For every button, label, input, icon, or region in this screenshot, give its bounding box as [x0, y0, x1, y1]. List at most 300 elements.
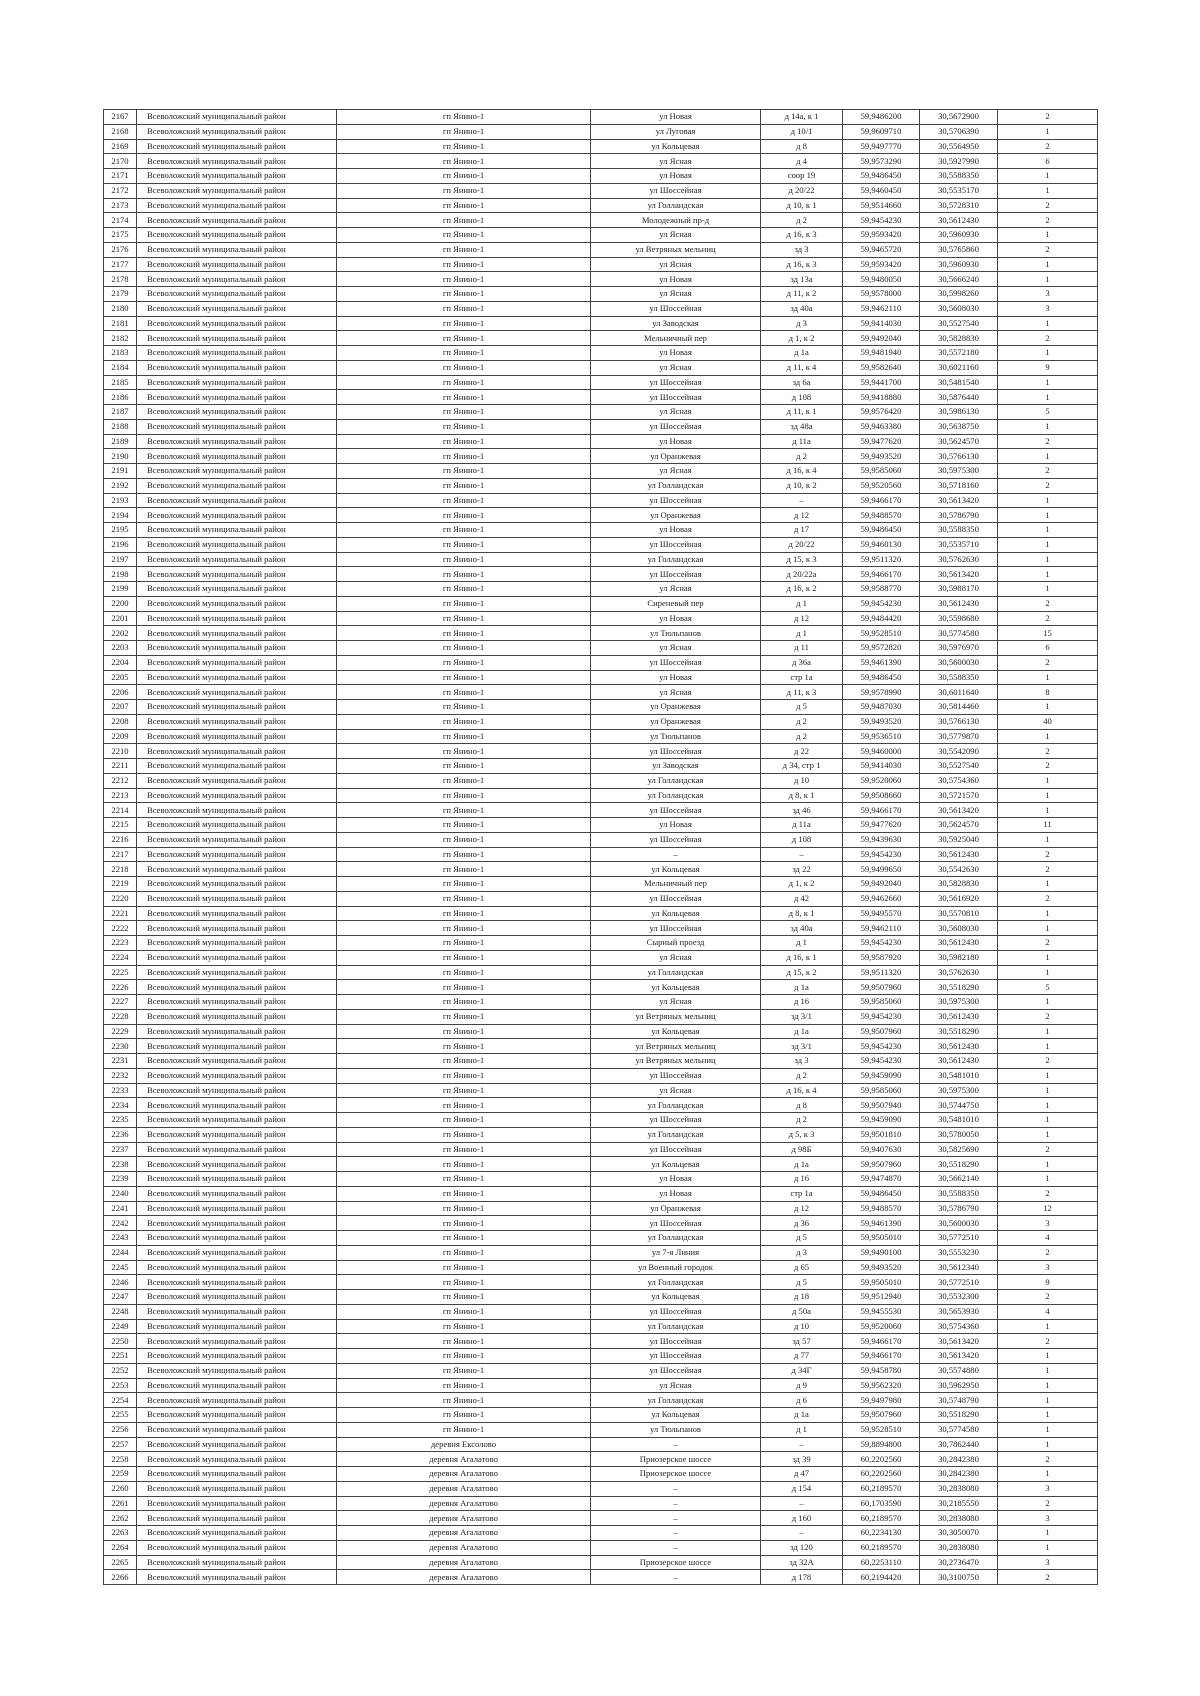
settlement-cell: гп Янино-1 — [337, 995, 591, 1010]
row-number-cell: 2190 — [104, 449, 137, 464]
house-cell: д 3 — [761, 1245, 843, 1260]
latitude-cell: 59,9486200 — [843, 110, 920, 125]
row-number-cell: 2246 — [104, 1275, 137, 1290]
street-cell: ул Шоссейная — [591, 1349, 761, 1364]
longitude-cell: 30,5982180 — [920, 950, 998, 965]
district-cell: Всеволожский муниципальный район — [137, 641, 337, 656]
settlement-cell: деревня Агалатово — [337, 1555, 591, 1570]
count-cell: 1 — [998, 1393, 1098, 1408]
row-number-cell: 2172 — [104, 183, 137, 198]
count-cell: 2 — [998, 1142, 1098, 1157]
longitude-cell: 30,5612430 — [920, 596, 998, 611]
street-cell: ул Кольцевая — [591, 1157, 761, 1172]
row-number-cell: 2204 — [104, 655, 137, 670]
count-cell: 1 — [998, 995, 1098, 1010]
house-cell: д 10 — [761, 773, 843, 788]
street-cell: – — [591, 1496, 761, 1511]
count-cell: 2 — [998, 434, 1098, 449]
table-row — [104, 803, 1098, 818]
row-number-cell: 2216 — [104, 832, 137, 847]
district-cell: Всеволожский муниципальный район — [137, 537, 337, 552]
street-cell: ул Тюльпанов — [591, 1422, 761, 1437]
count-cell: 2 — [998, 1496, 1098, 1511]
row-number-cell: 2251 — [104, 1349, 137, 1364]
settlement-cell: гп Янино-1 — [337, 1201, 591, 1216]
count-cell: 1 — [998, 1172, 1098, 1187]
district-cell: Всеволожский муниципальный район — [137, 1275, 337, 1290]
street-cell: ул Голландская — [591, 1127, 761, 1142]
district-cell: Всеволожский муниципальный район — [137, 1467, 337, 1482]
longitude-cell: 30,7862440 — [920, 1437, 998, 1452]
count-cell: 5 — [998, 980, 1098, 995]
row-number-cell: 2230 — [104, 1039, 137, 1054]
latitude-cell: 59,9466170 — [843, 567, 920, 582]
settlement-cell: гп Янино-1 — [337, 818, 591, 833]
count-cell: 3 — [998, 301, 1098, 316]
count-cell: 3 — [998, 1511, 1098, 1526]
latitude-cell: 59,9562320 — [843, 1378, 920, 1393]
street-cell: ул Ясная — [591, 464, 761, 479]
row-number-cell: 2261 — [104, 1496, 137, 1511]
table-row — [104, 1231, 1098, 1246]
longitude-cell: 30,5616920 — [920, 891, 998, 906]
longitude-cell: 30,5786790 — [920, 1201, 998, 1216]
latitude-cell: 59,9454230 — [843, 847, 920, 862]
district-cell: Всеволожский муниципальный район — [137, 1260, 337, 1275]
table-row — [104, 287, 1098, 302]
district-cell: Всеволожский муниципальный район — [137, 242, 337, 257]
district-cell: Всеволожский муниципальный район — [137, 1083, 337, 1098]
table-row — [104, 995, 1098, 1010]
table-row — [104, 655, 1098, 670]
settlement-cell: гп Янино-1 — [337, 537, 591, 552]
latitude-cell: 59,9536510 — [843, 729, 920, 744]
table-row — [104, 1083, 1098, 1098]
count-cell: 3 — [998, 1555, 1098, 1570]
settlement-cell: гп Янино-1 — [337, 139, 591, 154]
district-cell: Всеволожский муниципальный район — [137, 685, 337, 700]
longitude-cell: 30,5613420 — [920, 567, 998, 582]
settlement-cell: гп Янино-1 — [337, 1068, 591, 1083]
row-number-cell: 2225 — [104, 965, 137, 980]
settlement-cell: гп Янино-1 — [337, 1127, 591, 1142]
row-number-cell: 2242 — [104, 1216, 137, 1231]
street-cell: ул Новая — [591, 169, 761, 184]
table-row — [104, 1201, 1098, 1216]
house-cell: зд 57 — [761, 1334, 843, 1349]
longitude-cell: 30,5766130 — [920, 714, 998, 729]
longitude-cell: 30,5754360 — [920, 1319, 998, 1334]
district-cell: Всеволожский муниципальный район — [137, 655, 337, 670]
count-cell: 1 — [998, 257, 1098, 272]
settlement-cell: гп Янино-1 — [337, 567, 591, 582]
settlement-cell: гп Янино-1 — [337, 1172, 591, 1187]
row-number-cell: 2253 — [104, 1378, 137, 1393]
count-cell: 1 — [998, 832, 1098, 847]
count-cell: 1 — [998, 965, 1098, 980]
house-cell: д 154 — [761, 1481, 843, 1496]
table-row — [104, 980, 1098, 995]
house-cell: д 65 — [761, 1260, 843, 1275]
row-number-cell: 2203 — [104, 641, 137, 656]
latitude-cell: 59,9508660 — [843, 788, 920, 803]
longitude-cell: 30,5613420 — [920, 493, 998, 508]
table-row — [104, 921, 1098, 936]
house-cell: зд 3 — [761, 242, 843, 257]
row-number-cell: 2233 — [104, 1083, 137, 1098]
district-cell: Всеволожский муниципальный район — [137, 434, 337, 449]
longitude-cell: 30,5762630 — [920, 552, 998, 567]
district-cell: Всеволожский муниципальный район — [137, 316, 337, 331]
count-cell: 2 — [998, 110, 1098, 125]
latitude-cell: 59,9418880 — [843, 390, 920, 405]
latitude-cell: 60,2189570 — [843, 1481, 920, 1496]
latitude-cell: 59,9488570 — [843, 1201, 920, 1216]
row-number-cell: 2221 — [104, 906, 137, 921]
district-cell: Всеволожский муниципальный район — [137, 1496, 337, 1511]
table-row — [104, 1437, 1098, 1452]
count-cell: 1 — [998, 169, 1098, 184]
house-cell: – — [761, 1496, 843, 1511]
street-cell: ул Голландская — [591, 1231, 761, 1246]
street-cell: ул Ясная — [591, 641, 761, 656]
latitude-cell: 59,9463380 — [843, 419, 920, 434]
settlement-cell: гп Янино-1 — [337, 582, 591, 597]
district-cell: Всеволожский муниципальный район — [137, 1142, 337, 1157]
street-cell: ул Ясная — [591, 582, 761, 597]
longitude-cell: 30,5986130 — [920, 405, 998, 420]
house-cell: д 1, к 2 — [761, 331, 843, 346]
count-cell: 1 — [998, 1437, 1098, 1452]
longitude-cell: 30,5638750 — [920, 419, 998, 434]
latitude-cell: 60,2202560 — [843, 1467, 920, 1482]
row-number-cell: 2178 — [104, 272, 137, 287]
settlement-cell: гп Янино-1 — [337, 1260, 591, 1275]
street-cell: ул Новая — [591, 272, 761, 287]
house-cell: д 12 — [761, 611, 843, 626]
settlement-cell: деревня Агалатово — [337, 1540, 591, 1555]
table-row — [104, 360, 1098, 375]
house-cell: д 5 — [761, 1275, 843, 1290]
longitude-cell: 30,5772510 — [920, 1275, 998, 1290]
street-cell: ул Тюльпанов — [591, 626, 761, 641]
count-cell: 1 — [998, 508, 1098, 523]
latitude-cell: 59,9511320 — [843, 965, 920, 980]
street-cell: ул Ясная — [591, 228, 761, 243]
longitude-cell: 30,3100750 — [920, 1570, 998, 1585]
longitude-cell: 30,5532300 — [920, 1290, 998, 1305]
count-cell: 2 — [998, 478, 1098, 493]
table-row — [104, 1526, 1098, 1541]
street-cell: ул Голландская — [591, 478, 761, 493]
settlement-cell: гп Янино-1 — [337, 596, 591, 611]
longitude-cell: 30,5748790 — [920, 1393, 998, 1408]
longitude-cell: 30,5975300 — [920, 464, 998, 479]
longitude-cell: 30,3050070 — [920, 1526, 998, 1541]
street-cell: ул Шоссейная — [591, 1113, 761, 1128]
count-cell: 1 — [998, 419, 1098, 434]
house-cell: зд 40а — [761, 301, 843, 316]
longitude-cell: 30,5612430 — [920, 1039, 998, 1054]
latitude-cell: 60,2189570 — [843, 1540, 920, 1555]
row-number-cell: 2170 — [104, 154, 137, 169]
count-cell: 1 — [998, 877, 1098, 892]
longitude-cell: 30,5588350 — [920, 670, 998, 685]
settlement-cell: гп Янино-1 — [337, 1275, 591, 1290]
table-row — [104, 1408, 1098, 1423]
table-row — [104, 375, 1098, 390]
district-cell: Всеволожский муниципальный район — [137, 611, 337, 626]
house-cell: д 9 — [761, 1378, 843, 1393]
row-number-cell: 2247 — [104, 1290, 137, 1305]
house-cell: д 8, к 1 — [761, 906, 843, 921]
settlement-cell: гп Янино-1 — [337, 316, 591, 331]
district-cell: Всеволожский муниципальный район — [137, 803, 337, 818]
street-cell: ул Голландская — [591, 788, 761, 803]
house-cell: д 42 — [761, 891, 843, 906]
house-cell: зд 120 — [761, 1540, 843, 1555]
latitude-cell: 59,9528510 — [843, 626, 920, 641]
table-row — [104, 242, 1098, 257]
house-cell: – — [761, 847, 843, 862]
row-number-cell: 2250 — [104, 1334, 137, 1349]
count-cell: 1 — [998, 1039, 1098, 1054]
district-cell: Всеволожский муниципальный район — [137, 891, 337, 906]
settlement-cell: гп Янино-1 — [337, 331, 591, 346]
longitude-cell: 30,5666240 — [920, 272, 998, 287]
latitude-cell: 59,9454230 — [843, 596, 920, 611]
longitude-cell: 30,5960930 — [920, 228, 998, 243]
street-cell: ул Ясная — [591, 360, 761, 375]
house-cell: д 2 — [761, 714, 843, 729]
house-cell: д 5, к 3 — [761, 1127, 843, 1142]
row-number-cell: 2184 — [104, 360, 137, 375]
district-cell: Всеволожский муниципальный район — [137, 552, 337, 567]
street-cell: ул Голландская — [591, 773, 761, 788]
count-cell: 40 — [998, 714, 1098, 729]
longitude-cell: 30,5718160 — [920, 478, 998, 493]
street-cell: ул Оранжевая — [591, 714, 761, 729]
count-cell: 2 — [998, 596, 1098, 611]
house-cell: д 16, к 4 — [761, 1083, 843, 1098]
latitude-cell: 59,9514660 — [843, 198, 920, 213]
district-cell: Всеволожский муниципальный район — [137, 700, 337, 715]
district-cell: Всеволожский муниципальный район — [137, 1393, 337, 1408]
latitude-cell: 59,9480050 — [843, 272, 920, 287]
row-number-cell: 2188 — [104, 419, 137, 434]
table-row — [104, 124, 1098, 139]
table-row — [104, 272, 1098, 287]
longitude-cell: 30,5612430 — [920, 1054, 998, 1069]
settlement-cell: гп Янино-1 — [337, 198, 591, 213]
latitude-cell: 59,9460450 — [843, 183, 920, 198]
street-cell: ул Шоссейная — [591, 390, 761, 405]
house-cell: д 11а — [761, 434, 843, 449]
count-cell: 1 — [998, 700, 1098, 715]
street-cell: ул Новая — [591, 670, 761, 685]
count-cell: 1 — [998, 1098, 1098, 1113]
table-row — [104, 1304, 1098, 1319]
longitude-cell: 30,5564950 — [920, 139, 998, 154]
row-number-cell: 2185 — [104, 375, 137, 390]
settlement-cell: гп Янино-1 — [337, 405, 591, 420]
latitude-cell: 59,9507960 — [843, 1157, 920, 1172]
longitude-cell: 30,5624570 — [920, 818, 998, 833]
count-cell: 1 — [998, 552, 1098, 567]
count-cell: 1 — [998, 272, 1098, 287]
table-row — [104, 478, 1098, 493]
longitude-cell: 30,5662140 — [920, 1172, 998, 1187]
district-cell: Всеволожский муниципальный район — [137, 1378, 337, 1393]
street-cell: ул Голландская — [591, 1319, 761, 1334]
table-row — [104, 110, 1098, 125]
street-cell: ул Шоссейная — [591, 1142, 761, 1157]
house-cell: д 108 — [761, 390, 843, 405]
settlement-cell: деревня Агалатово — [337, 1467, 591, 1482]
settlement-cell: деревня Агалатово — [337, 1496, 591, 1511]
settlement-cell: гп Янино-1 — [337, 257, 591, 272]
table-row — [104, 523, 1098, 538]
longitude-cell: 30,5613420 — [920, 1349, 998, 1364]
longitude-cell: 30,5975300 — [920, 995, 998, 1010]
district-cell: Всеволожский муниципальный район — [137, 257, 337, 272]
house-cell: зд 3/1 — [761, 1009, 843, 1024]
row-number-cell: 2198 — [104, 567, 137, 582]
latitude-cell: 59,9497770 — [843, 139, 920, 154]
settlement-cell: гп Янино-1 — [337, 301, 591, 316]
longitude-cell: 30,5553230 — [920, 1245, 998, 1260]
row-number-cell: 2196 — [104, 537, 137, 552]
count-cell: 1 — [998, 390, 1098, 405]
house-cell: д 11, к 2 — [761, 287, 843, 302]
latitude-cell: 59,9588770 — [843, 582, 920, 597]
row-number-cell: 2191 — [104, 464, 137, 479]
street-cell: ул Шоссейная — [591, 1304, 761, 1319]
count-cell: 2 — [998, 1452, 1098, 1467]
table-row — [104, 1452, 1098, 1467]
row-number-cell: 2197 — [104, 552, 137, 567]
house-cell: д 1, к 2 — [761, 877, 843, 892]
longitude-cell: 30,6011640 — [920, 685, 998, 700]
district-cell: Всеволожский муниципальный район — [137, 582, 337, 597]
district-cell: Всеволожский муниципальный район — [137, 1570, 337, 1585]
count-cell: 1 — [998, 183, 1098, 198]
house-cell: д 20/22 — [761, 183, 843, 198]
row-number-cell: 2193 — [104, 493, 137, 508]
latitude-cell: 60,2202560 — [843, 1452, 920, 1467]
count-cell: 1 — [998, 1024, 1098, 1039]
settlement-cell: гп Янино-1 — [337, 1349, 591, 1364]
settlement-cell: гп Янино-1 — [337, 773, 591, 788]
count-cell: 4 — [998, 1304, 1098, 1319]
latitude-cell: 59,9414030 — [843, 316, 920, 331]
longitude-cell: 30,5988170 — [920, 582, 998, 597]
settlement-cell: деревня Агалатово — [337, 1526, 591, 1541]
longitude-cell: 30,5588350 — [920, 169, 998, 184]
latitude-cell: 59,9593420 — [843, 257, 920, 272]
house-cell: – — [761, 1437, 843, 1452]
house-cell: д 22 — [761, 744, 843, 759]
district-cell: Всеволожский муниципальный район — [137, 877, 337, 892]
latitude-cell: 59,9414030 — [843, 759, 920, 774]
table-row — [104, 1290, 1098, 1305]
row-number-cell: 2226 — [104, 980, 137, 995]
longitude-cell: 30,5766130 — [920, 449, 998, 464]
table-row — [104, 714, 1098, 729]
street-cell: ул Шоссейная — [591, 1334, 761, 1349]
street-cell: – — [591, 1481, 761, 1496]
longitude-cell: 30,5542090 — [920, 744, 998, 759]
latitude-cell: 59,9462660 — [843, 891, 920, 906]
count-cell: 1 — [998, 1408, 1098, 1423]
row-number-cell: 2217 — [104, 847, 137, 862]
district-cell: Всеволожский муниципальный район — [137, 198, 337, 213]
row-number-cell: 2248 — [104, 1304, 137, 1319]
street-cell: – — [591, 847, 761, 862]
district-cell: Всеволожский муниципальный район — [137, 478, 337, 493]
longitude-cell: 30,2842380 — [920, 1467, 998, 1482]
table-row — [104, 1393, 1098, 1408]
house-cell: д 2 — [761, 213, 843, 228]
row-number-cell: 2195 — [104, 523, 137, 538]
house-cell: д 11 — [761, 641, 843, 656]
longitude-cell: 30,5998260 — [920, 287, 998, 302]
latitude-cell: 59,9486450 — [843, 169, 920, 184]
settlement-cell: гп Янино-1 — [337, 980, 591, 995]
district-cell: Всеволожский муниципальный район — [137, 1304, 337, 1319]
settlement-cell: гп Янино-1 — [337, 242, 591, 257]
house-cell: д 4 — [761, 154, 843, 169]
row-number-cell: 2227 — [104, 995, 137, 1010]
latitude-cell: 59,9609710 — [843, 124, 920, 139]
street-cell: ул Голландская — [591, 965, 761, 980]
street-cell: ул Шоссейная — [591, 1068, 761, 1083]
street-cell: ул Ветряных мельниц — [591, 1054, 761, 1069]
street-cell: ул Шоссейная — [591, 419, 761, 434]
row-number-cell: 2238 — [104, 1157, 137, 1172]
settlement-cell: гп Янино-1 — [337, 523, 591, 538]
row-number-cell: 2181 — [104, 316, 137, 331]
district-cell: Всеволожский муниципальный район — [137, 139, 337, 154]
row-number-cell: 2211 — [104, 759, 137, 774]
count-cell: 2 — [998, 936, 1098, 951]
count-cell: 6 — [998, 641, 1098, 656]
district-cell: Всеволожский муниципальный район — [137, 1245, 337, 1260]
latitude-cell: 59,9505010 — [843, 1231, 920, 1246]
table-row — [104, 213, 1098, 228]
longitude-cell: 30,6021160 — [920, 360, 998, 375]
longitude-cell: 30,5481540 — [920, 375, 998, 390]
house-cell: д 16, к 3 — [761, 257, 843, 272]
row-number-cell: 2264 — [104, 1540, 137, 1555]
latitude-cell: 59,9501810 — [843, 1127, 920, 1142]
settlement-cell: деревня Ексолово — [337, 1437, 591, 1452]
row-number-cell: 2189 — [104, 434, 137, 449]
table-row — [104, 1142, 1098, 1157]
longitude-cell: 30,5600030 — [920, 655, 998, 670]
district-cell: Всеволожский муниципальный район — [137, 788, 337, 803]
latitude-cell: 59,9493520 — [843, 1260, 920, 1275]
count-cell: 1 — [998, 1319, 1098, 1334]
house-cell: д 2 — [761, 1113, 843, 1128]
settlement-cell: гп Янино-1 — [337, 228, 591, 243]
district-cell: Всеволожский муниципальный район — [137, 1481, 337, 1496]
latitude-cell: 59,9474870 — [843, 1172, 920, 1187]
latitude-cell: 59,9497980 — [843, 1393, 920, 1408]
count-cell: 2 — [998, 891, 1098, 906]
house-cell: д 16, к 2 — [761, 582, 843, 597]
latitude-cell: 59,9492040 — [843, 877, 920, 892]
